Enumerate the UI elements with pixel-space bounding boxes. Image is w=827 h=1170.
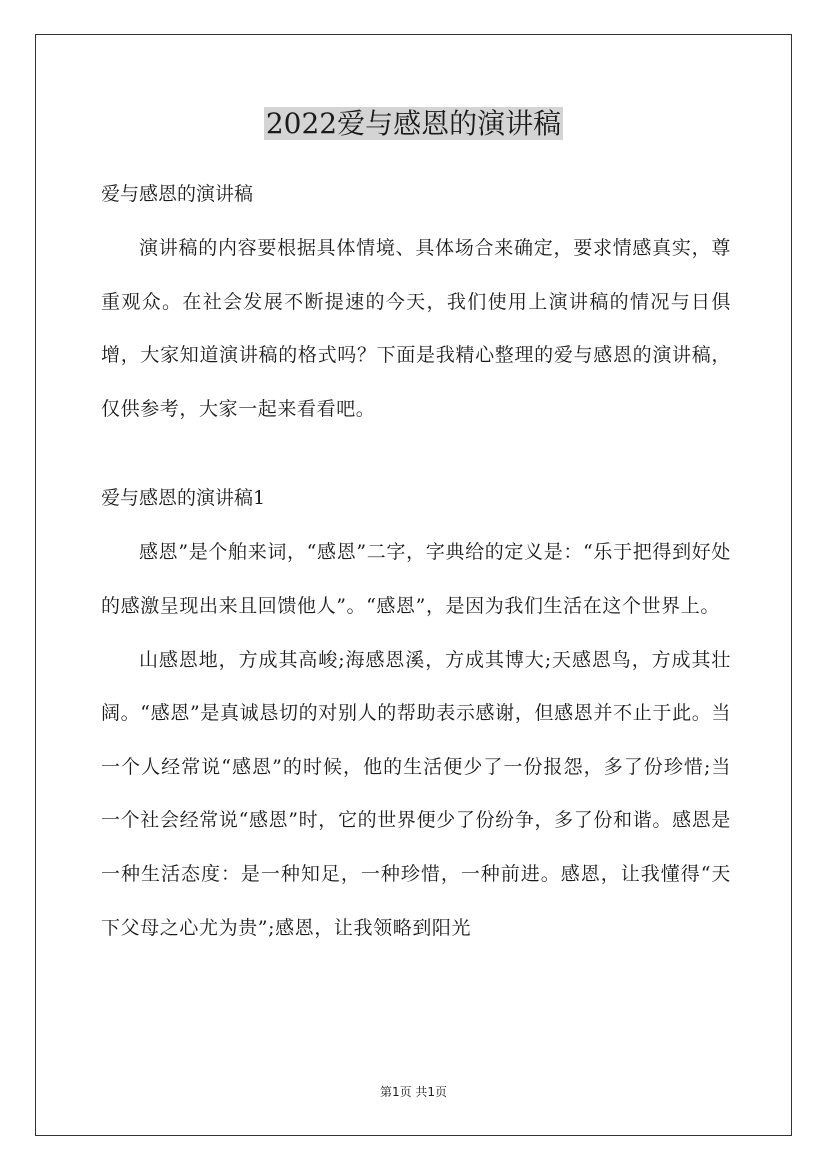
section-1-paragraph-1: 感恩”是个舶来词，“感恩”二字，字典给的定义是：“乐于把得到好处的感激呈现出来且回馈他人”。“感恩”，是因为我们生活在这个世界上。 <box>101 541 731 617</box>
intro-paragraph: 演讲稿的内容要根据具体情境、具体场合来确定，要求情感真实，尊重观众。在社会发展不断提速的今天，我们使用上演讲稿的情况与日俱增，大家知道演讲稿的格式吗？下面是我精心整理的爱与感恩的演讲稿，仅供参考，大家一起来看看吧。 <box>101 237 731 420</box>
section-1-paragraph-2: 山感恩地，方成其高峻;海感恩溪，方成其博大;天感恩鸟，方成其壮阔。“感恩”是真诚恳切的对别人的帮助表示感谢，但感恩并不止于此。当一个人经常说“感恩”的时候，他的生活便少了一份报怨，多了份珍惜;当一个社会经常说“感恩”时，它的世界便少了份纷争，多了份和谐。感恩是一种生活态度：是一种知足，一种珍惜，一种前进。感恩，让我懂得“天下父母之心尤为贵”;感恩，让我领略到阳光 <box>101 648 731 939</box>
page-footer: 第1页 共1页 <box>379 1085 448 1099</box>
section-1-heading: 爱与感恩的演讲稿1 <box>101 487 266 510</box>
document-body <box>101 172 731 955</box>
document-subtitle: 爱与感恩的演讲稿 <box>101 183 254 205</box>
document-title <box>0 104 827 144</box>
spacer <box>101 436 731 476</box>
document-title-text: 2022爱与感恩的演讲稿 <box>265 107 562 140</box>
